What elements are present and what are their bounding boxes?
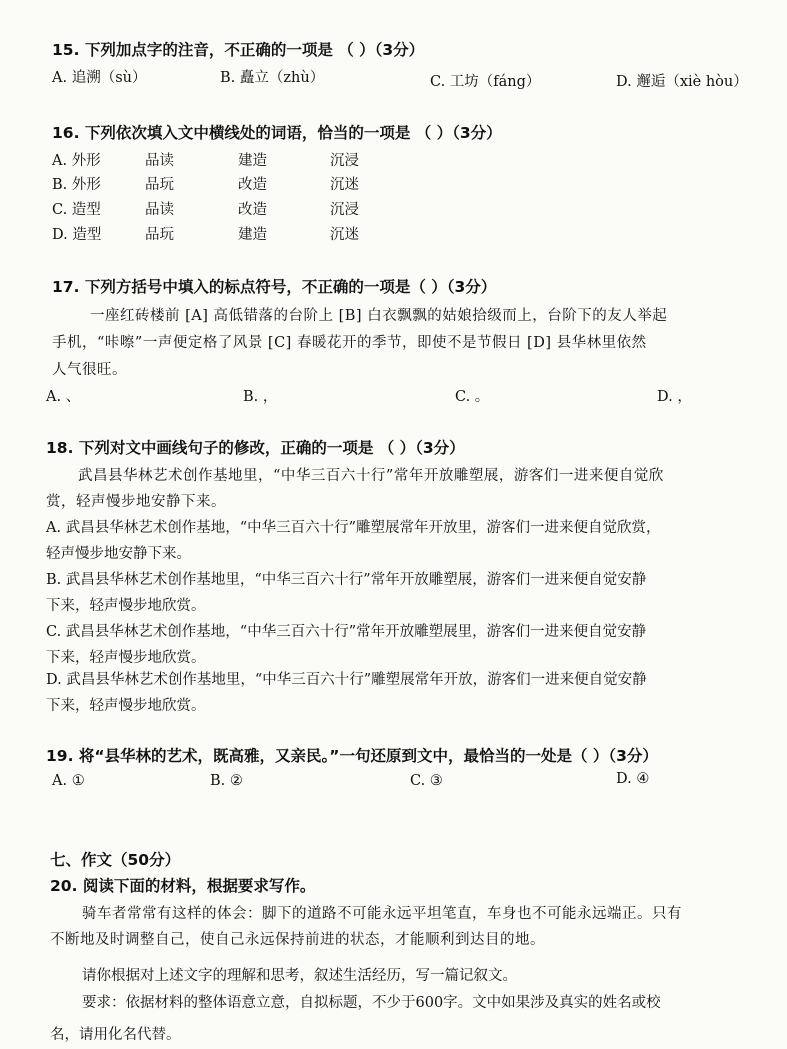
q18-option-d-line-2: 下来，轻声慢步地欣赏。 (46, 698, 206, 714)
q20-task: 请你根据对上述文字的理解和思考，叙述生活经历，写一篇记叙文。 (82, 968, 517, 984)
q16-c-3: 改造 (238, 202, 267, 218)
q15-option-d: D. 邂逅（xiè hòu） (616, 74, 748, 90)
q18-option-a-line-1: A. 武昌县华林艺术创作基地，“中华三百六十行”雕塑展常年开放里，游客们一进来便自觉欣赏， (46, 520, 661, 536)
q16-c-1: C. 造型 (52, 202, 101, 218)
question-18-title: 18. 下列对文中画线句子的修改，正确的一项是 （ ）（3分） (46, 439, 465, 457)
q17-option-c: C. 。 (455, 389, 490, 405)
q16-b-4: 沉迷 (330, 177, 359, 193)
q19-option-d: D. ④ (616, 771, 650, 787)
q18-option-b-line-1: B. 武昌县华林艺术创作基地里，“中华三百六十行”常年开放雕塑展，游客们一进来便自觉安静 (46, 572, 647, 588)
q16-b-2: 品玩 (145, 177, 174, 193)
q19-option-a: A. ① (52, 773, 85, 789)
question-16-title: 16. 下列依次填入文中横线处的词语，恰当的一项是 （ ）（3分） (52, 124, 502, 142)
q16-d-1: D. 造型 (52, 227, 102, 243)
q17-option-d: D. ， (657, 389, 692, 405)
q18-option-c-line-1: C. 武昌县华林艺术创作基地，“中华三百六十行”常年开放雕塑展里，游客们一进来便自觉安静 (46, 624, 647, 640)
q15-option-a: A. 追溯（sù） (52, 70, 147, 86)
q18-option-d-line-1: D. 武昌县华林艺术创作基地里，“中华三百六十行”雕塑展常年开放，游客们一进来便自觉安静 (46, 672, 647, 688)
question-20-title: 20. 阅读下面的材料，根据要求写作。 (50, 877, 316, 895)
q16-d-2: 品玩 (145, 227, 174, 243)
q17-option-b: B. ， (243, 389, 278, 405)
question-15-title: 15. 下列加点字的注音，不正确的一项是 （ ）（3分） (52, 41, 425, 59)
q16-c-2: 品读 (145, 202, 174, 218)
q17-passage-line-2: 手机，“咔嚓”一声便定格了风景 [C] 春暖花开的季节，即使不是节假日 [D] 县华林里依然 (52, 335, 647, 351)
q19-option-b: B. ② (210, 773, 243, 789)
q16-b-3: 改造 (238, 177, 267, 193)
section-7-heading: 七、作文（50分） (50, 851, 181, 869)
q15-option-c: C. 工坊（fáng） (430, 74, 541, 90)
q16-a-2: 品读 (145, 153, 174, 169)
q18-passage-line-1: 武昌县华林艺术创作基地里，“中华三百六十行”常年开放雕塑展，游客们一进来便自觉欣 (78, 468, 664, 484)
q20-material-line-2: 不断地及时调整自己，使自己永远保持前进的状态，才能顺利到达目的地。 (50, 932, 545, 948)
q16-a-4: 沉浸 (330, 153, 359, 169)
q16-d-4: 沉迷 (330, 227, 359, 243)
q16-c-4: 沉浸 (330, 202, 359, 218)
q18-option-a-line-2: 轻声慢步地安静下来。 (46, 546, 191, 562)
q20-material-line-1: 骑车者常常有这样的体会：脚下的道路不可能永远平坦笔直，车身也不可能永远端正。只有 (82, 906, 682, 922)
q17-option-a: A. 、 (46, 389, 81, 405)
question-17-title: 17. 下列方括号中填入的标点符号，不正确的一项是（ ）（3分） (52, 278, 497, 296)
q16-d-3: 建造 (238, 227, 267, 243)
q20-requirement-line-1: 要求：依据材料的整体语意立意，自拟标题，不少于600字。文中如果涉及真实的姓名或校 (82, 995, 661, 1011)
q18-passage-line-2: 赏，轻声慢步地安静下来。 (46, 494, 226, 510)
q15-option-b: B. 矗立（zhù） (220, 70, 325, 86)
q18-option-b-line-2: 下来，轻声慢步地欣赏。 (46, 598, 206, 614)
question-19-title: 19. 将“县华林的艺术，既高雅，又亲民。”一句还原到文中，最恰当的一处是（ ）（3分） (46, 747, 658, 765)
q20-requirement-line-2: 名，请用化名代替。 (50, 1027, 181, 1043)
q16-b-1: B. 外形 (52, 177, 101, 193)
q19-option-c: C. ③ (410, 773, 443, 789)
q16-a-3: 建造 (238, 153, 267, 169)
q17-passage-line-1: 一座红砖楼前 [A] 高低错落的台阶上 [B] 白衣飘飘的姑娘拾级而上，台阶下的友人举起 (90, 308, 668, 324)
q16-a-1: A. 外形 (52, 153, 101, 169)
q17-passage-line-3: 人气很旺。 (52, 362, 127, 378)
q18-option-c-line-2: 下来，轻声慢步地欣赏。 (46, 650, 206, 666)
